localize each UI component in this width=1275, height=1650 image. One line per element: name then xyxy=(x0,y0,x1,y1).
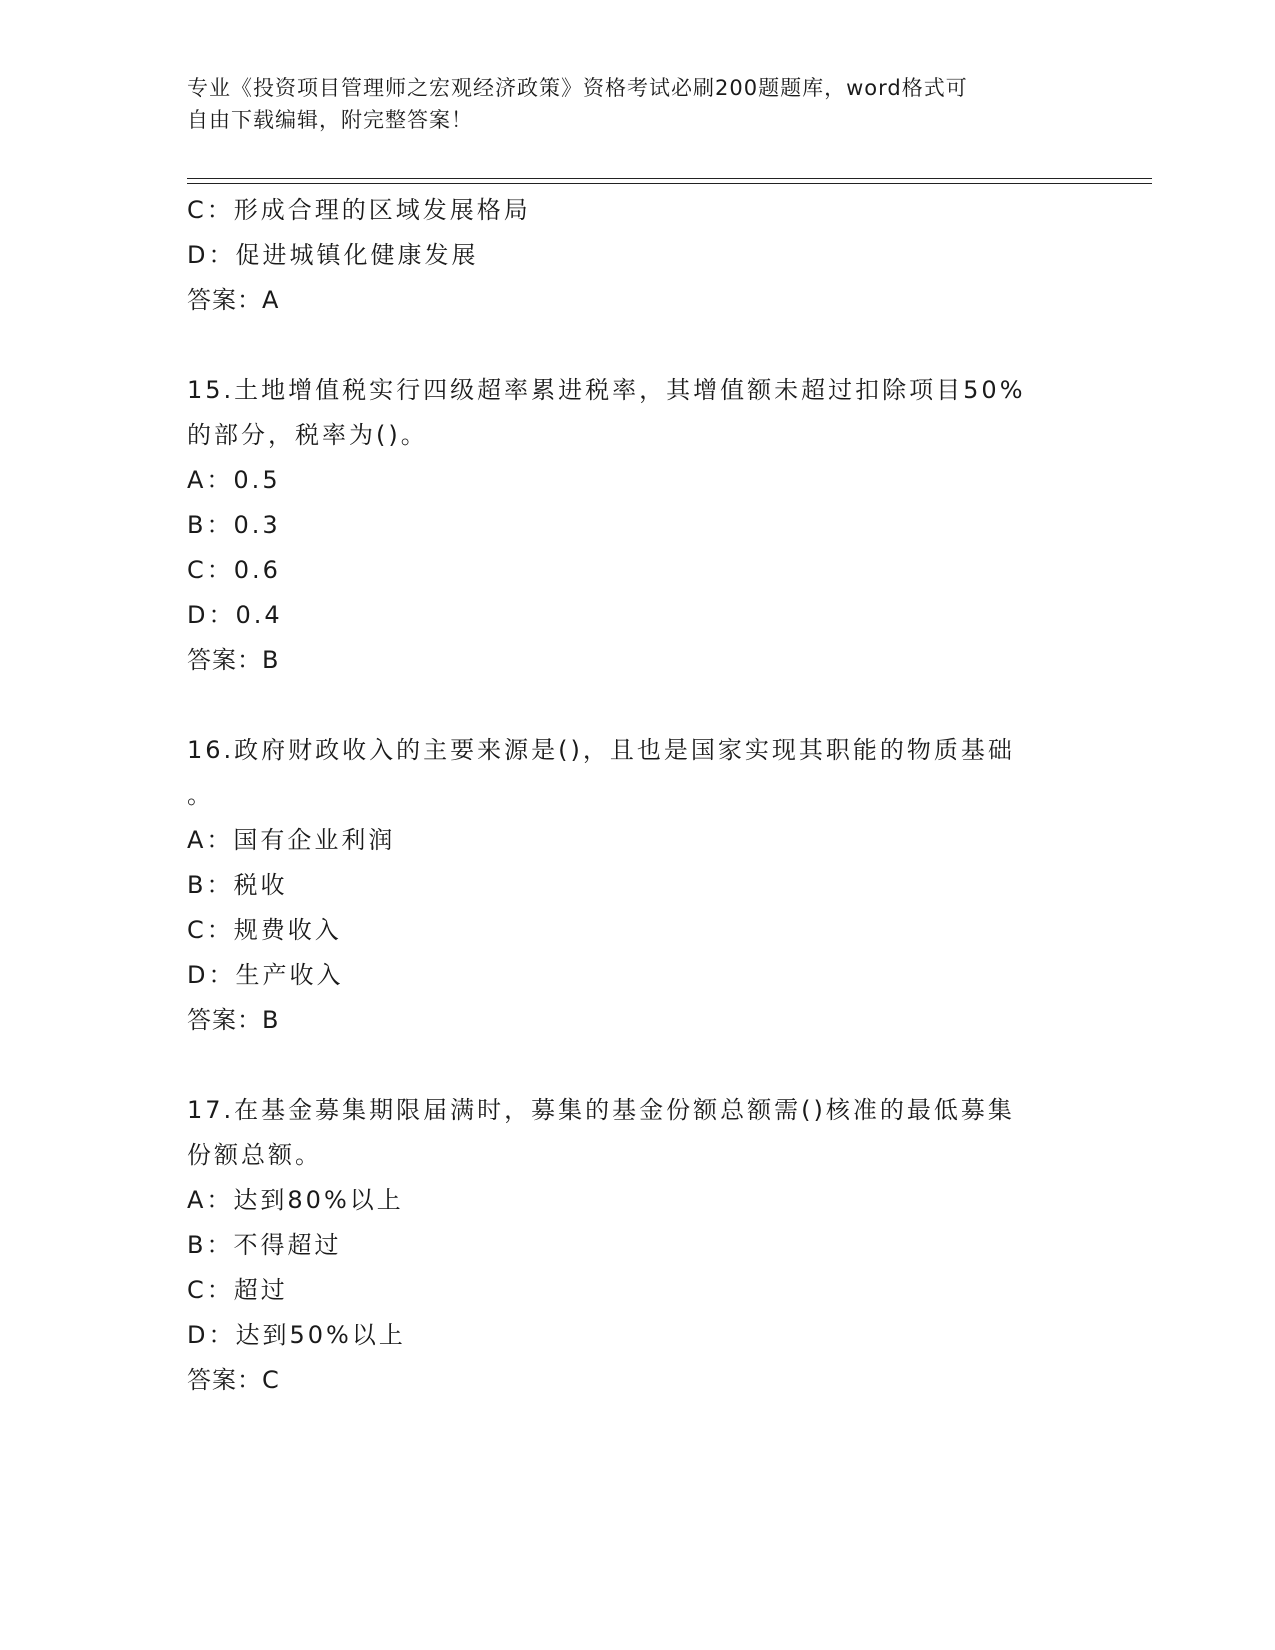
question-15-option-b: B：0.3 xyxy=(187,511,281,539)
header-line-1: 专业《投资项目管理师之宏观经济政策》资格考试必刷200题题库，word格式可 xyxy=(187,76,968,100)
question-15-option-a: A：0.5 xyxy=(187,466,281,494)
question-15-option-c: C：0.6 xyxy=(187,556,281,584)
prev-answer: 答案：A xyxy=(187,286,280,314)
question-16-option-a: A：国有企业利润 xyxy=(187,826,396,854)
question-16-answer: 答案：B xyxy=(187,1006,280,1034)
question-17-option-d: D：达到50%以上 xyxy=(187,1321,406,1349)
question-16-option-c: C：规费收入 xyxy=(187,916,342,944)
header-line-2: 自由下载编辑，附完整答案！ xyxy=(187,108,473,132)
question-16-option-b: B：税收 xyxy=(187,871,288,899)
question-17-option-b: B：不得超过 xyxy=(187,1231,342,1259)
question-15-answer: 答案：B xyxy=(187,646,280,674)
question-16-option-d: D：生产收入 xyxy=(187,961,344,989)
question-17-option-c: C：超过 xyxy=(187,1276,288,1304)
question-15-stem-line-2: 的部分，税率为()。 xyxy=(187,421,428,449)
header-divider-top xyxy=(187,178,1152,179)
prev-option-d: D：促进城镇化健康发展 xyxy=(187,241,479,269)
question-15-stem-line-1: 15.土地增值税实行四级超率累进税率，其增值额未超过扣除项目50% xyxy=(187,376,1026,404)
question-17-stem-line-2: 份额总额。 xyxy=(187,1141,322,1169)
header-divider-bottom xyxy=(187,183,1152,184)
question-17-answer: 答案：C xyxy=(187,1366,280,1394)
prev-option-c: C：形成合理的区域发展格局 xyxy=(187,196,531,224)
question-16-stem-line-2: 。 xyxy=(187,781,214,809)
question-15-option-d: D：0.4 xyxy=(187,601,283,629)
question-16-stem-line-1: 16.政府财政收入的主要来源是()，且也是国家实现其职能的物质基础 xyxy=(187,736,1015,764)
question-17-option-a: A：达到80%以上 xyxy=(187,1186,404,1214)
document-header xyxy=(187,72,1067,136)
question-17-stem-line-1: 17.在基金募集期限届满时，募集的基金份额总额需()核准的最低募集 xyxy=(187,1096,1015,1124)
